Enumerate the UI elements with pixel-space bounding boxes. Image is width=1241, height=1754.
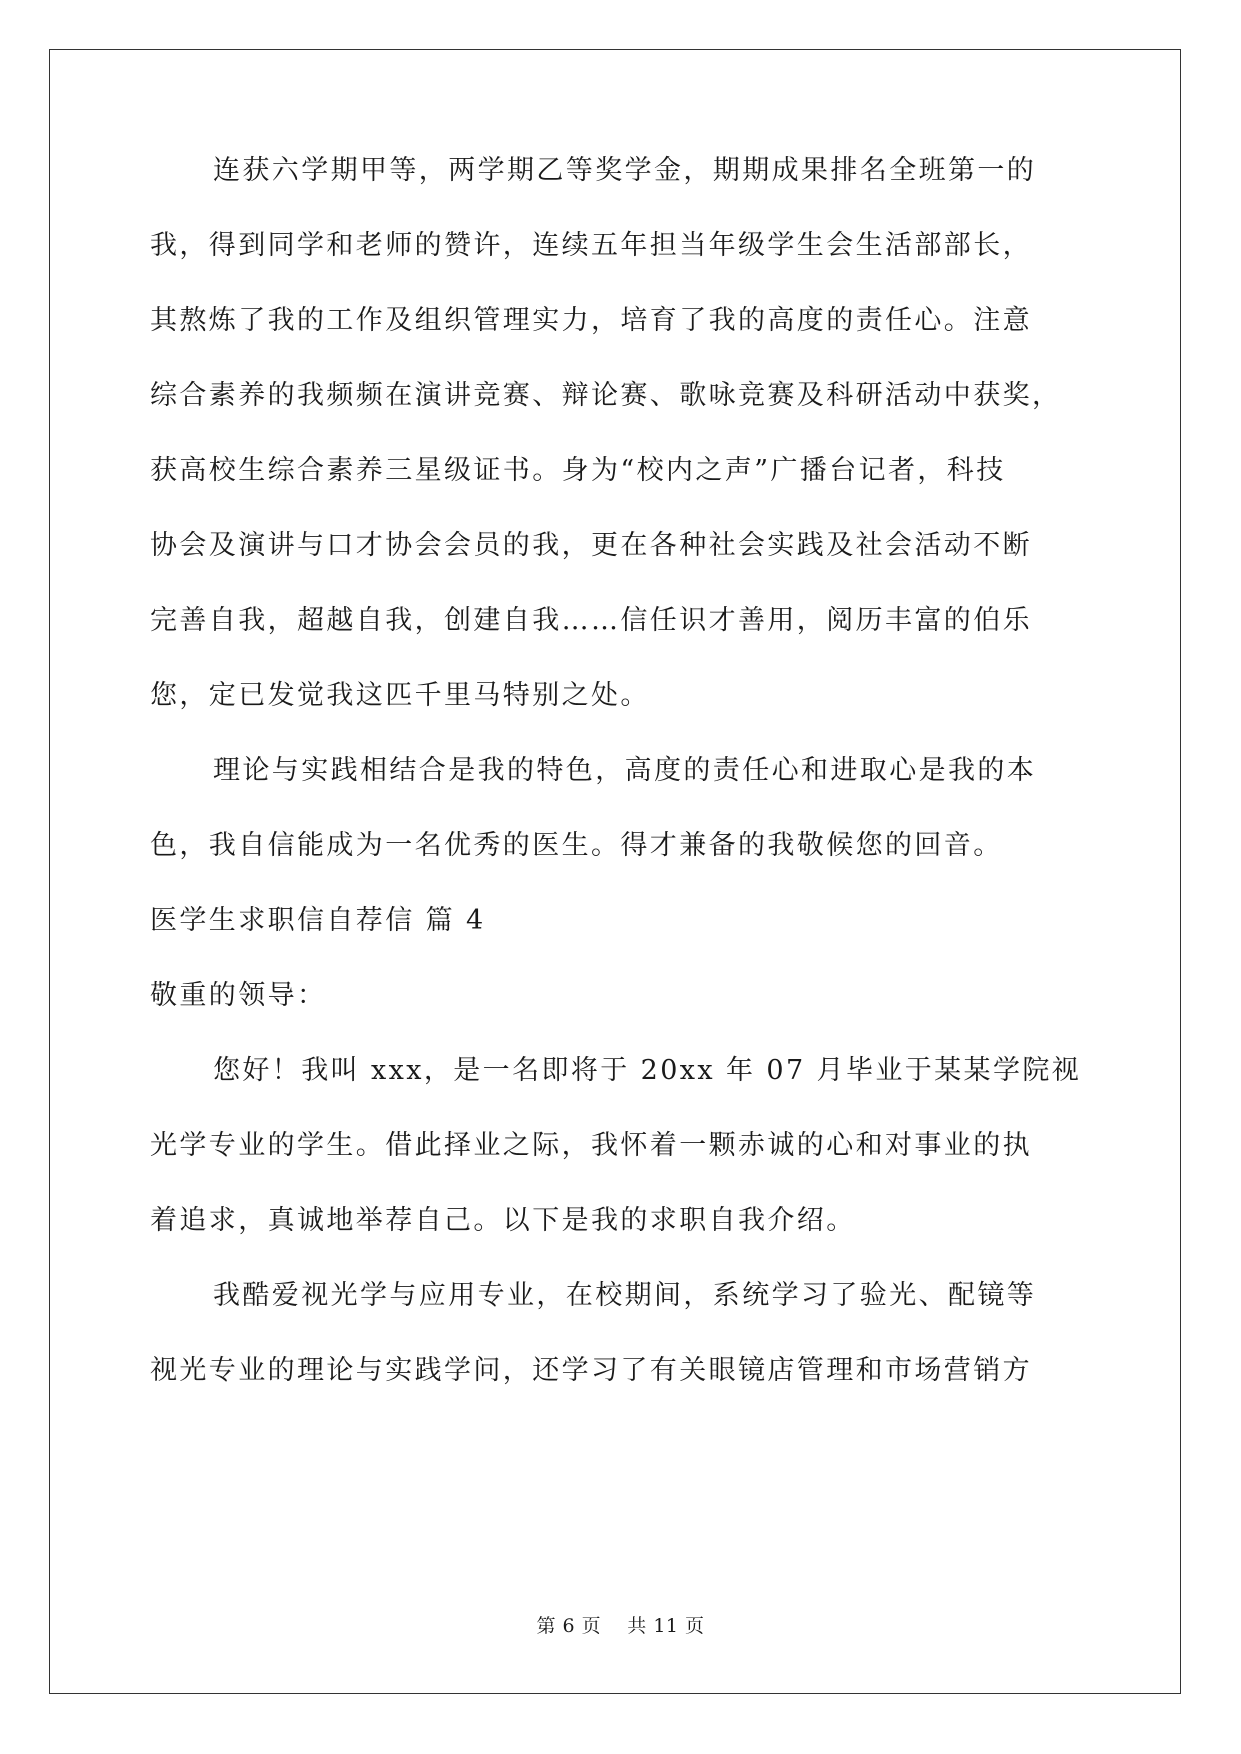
- paragraph-line: 连获六学期甲等，两学期乙等奖学金，期期成果排名全班第一的: [213, 155, 1037, 186]
- paragraph-line: 我酷爱视光学与应用专业，在校期间，系统学习了验光、配镜等: [213, 1280, 1037, 1311]
- paragraph-line: 光学专业的学生。借此择业之际，我怀着一颗赤诚的心和对事业的执: [150, 1130, 1032, 1161]
- paragraph-line: 您，定已发觉我这匹千里马特别之处。: [150, 680, 650, 711]
- paragraph-line: 着追求，真诚地举荐自己。以下是我的求职自我介绍。: [150, 1205, 856, 1236]
- paragraph-line: 综合素养的我频频在演讲竞赛、辩论赛、歌咏竞赛及科研活动中获奖，: [150, 380, 1062, 411]
- section-heading: 医学生求职信自荐信 篇 4: [150, 905, 486, 936]
- paragraph-line: 其熬炼了我的工作及组织管理实力，培育了我的高度的责任心。注意: [150, 305, 1032, 336]
- page-border: [49, 49, 1181, 1694]
- paragraph-line: 理论与实践相结合是我的特色，高度的责任心和进取心是我的本: [213, 755, 1037, 786]
- paragraph-line: 色，我自信能成为一名优秀的医生。得才兼备的我敬候您的回音。: [150, 830, 1003, 861]
- paragraph-line: 您好！我叫 xxx，是一名即将于 20xx 年 07 月毕业于某某学院视: [213, 1055, 1082, 1086]
- paragraph-line: 协会及演讲与口才协会会员的我，更在各种社会实践及社会活动不断: [150, 530, 1032, 561]
- page-footer: 第 6 页 共 11 页: [536, 1615, 705, 1637]
- paragraph-line: 我，得到同学和老师的赞许，连续五年担当年级学生会生活部部长，: [150, 230, 1032, 261]
- paragraph-line: 获高校生综合素养三星级证书。身为“校内之声”广播台记者，科技: [150, 455, 1006, 486]
- paragraph-line: 完善自我，超越自我，创建自我……信任识才善用，阅历丰富的伯乐: [150, 605, 1032, 636]
- salutation: 敬重的领导：: [150, 980, 327, 1011]
- paragraph-line: 视光专业的理论与实践学问，还学习了有关眼镜店管理和市场营销方: [150, 1355, 1032, 1386]
